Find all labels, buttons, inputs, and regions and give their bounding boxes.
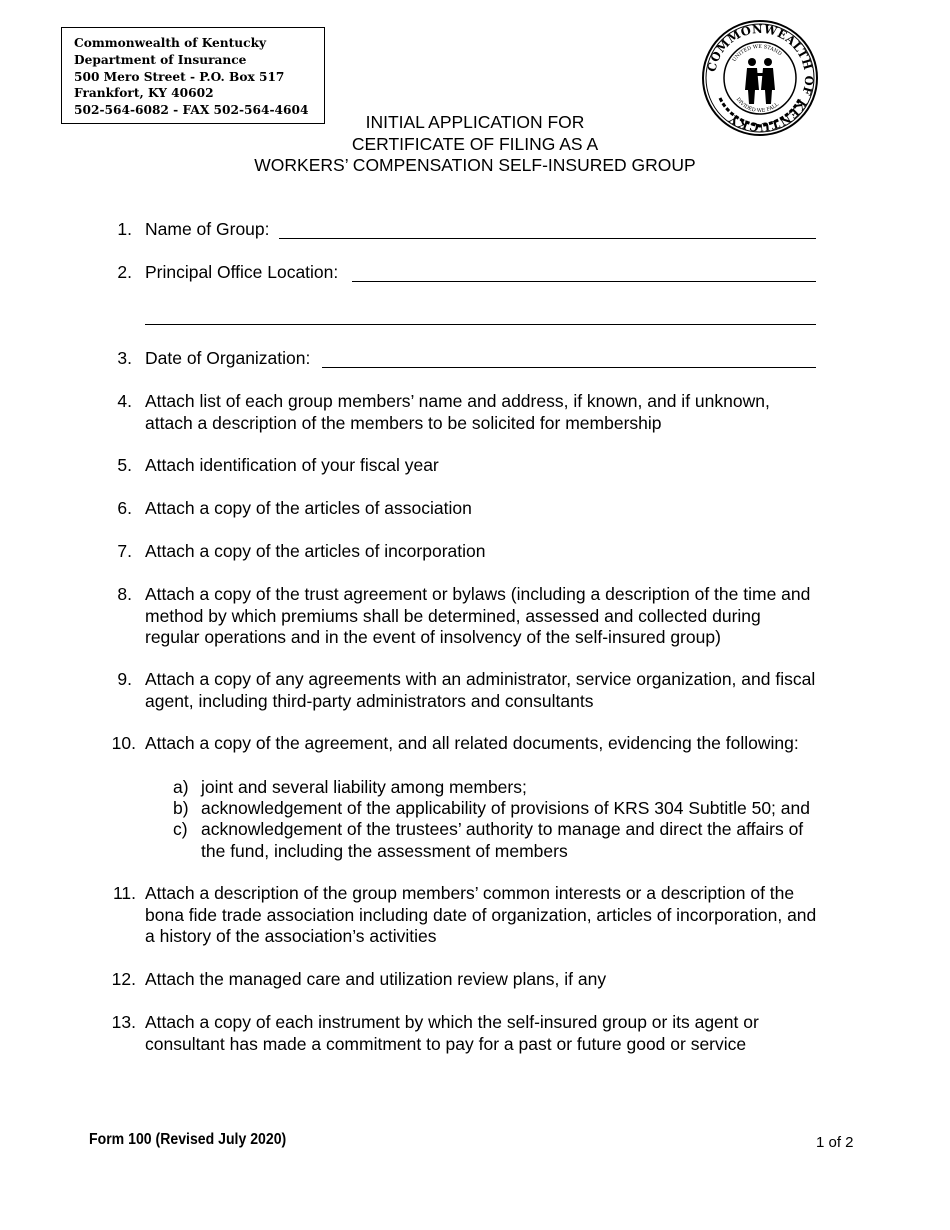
seal-outer-text: COMMONWEALTH OF KENTUCKY <box>704 21 817 135</box>
street-address: 500 Mero Street - P.O. Box 517 <box>74 69 285 84</box>
agency-address-box <box>61 27 325 124</box>
sub-item-letter: b) <box>173 798 189 818</box>
department-name: Department of Insurance <box>74 52 247 67</box>
item-number: 3. <box>117 348 132 368</box>
item-number: 8. <box>117 584 132 604</box>
text-line: Attach a copy of the agreement, and all related documents, evidencing the following: <box>145 733 799 753</box>
item-number: 4. <box>117 391 132 411</box>
text-line: bona fide trade association including date of organization, articles of incorporation, and <box>145 904 817 925</box>
text-line: Attach a copy of the articles of association <box>145 498 472 518</box>
form-number: Form 100 (Revised July 2020) <box>89 1131 287 1148</box>
item-number: 13. <box>111 1012 136 1032</box>
text-line: agent, including third-party administrators and consultants <box>145 690 594 711</box>
seal-bottom-motto: DIVIDED WE FALL <box>734 96 781 115</box>
principal-office-field[interactable] <box>352 281 816 282</box>
seal-top-motto: UNITED WE STAND <box>731 43 783 64</box>
item-number: 9. <box>117 669 132 689</box>
text-line: Attach a description of the group members’ common interests or a description of the <box>145 883 795 903</box>
sub-item-letter: c) <box>173 819 188 839</box>
text-line: joint and several liability among members; <box>201 777 527 797</box>
city-state-zip: Frankfort, KY 40602 <box>74 86 214 101</box>
form-title <box>0 112 950 177</box>
text-line: a history of the association’s activities <box>145 926 437 946</box>
text-line: Attach list of each group members’ name and address, if known, and if unknown, <box>145 391 770 411</box>
text-line: Attach a copy of each instrument by which the self-insured group or its agent or <box>145 1012 759 1032</box>
title-line-3: WORKERS’ COMPENSATION SELF-INSURED GROUP <box>254 155 696 175</box>
item-number: 10. <box>111 733 136 753</box>
text-line: consultant has made a commitment to pay for a past or future good or service <box>145 1033 747 1054</box>
text-line: Attach a copy of the articles of incorporation <box>145 541 486 561</box>
item-number: 12. <box>111 969 136 989</box>
date-of-organization-label: Date of Organization: <box>145 348 311 368</box>
text-line: Attach a copy of the trust agreement or bylaws (including a description of the time and <box>145 584 811 604</box>
phone-fax: 502-564-6082 - FAX 502-564-4604 <box>74 103 309 118</box>
principal-office-field-line-2[interactable] <box>145 324 816 325</box>
agency-name: Commonwealth of Kentucky <box>74 36 267 50</box>
text-line: acknowledgement of the trustees’ authority to manage and direct the affairs of <box>201 819 804 839</box>
svg-text:UNITED WE STAND <box>731 44 782 63</box>
sub-item-letter: a) <box>173 777 189 797</box>
text-line: attach a description of the members to be solicited for membership <box>145 412 662 433</box>
item-number: 6. <box>117 498 132 518</box>
title-line-2: CERTIFICATE OF FILING AS A <box>351 133 599 154</box>
text-line: Attach a copy of any agreements with an administrator, service organization, and fiscal <box>145 669 816 689</box>
item-number: 2. <box>117 262 132 282</box>
text-line: regular operations and in the event of insolvency of the self-insured group) <box>145 627 721 647</box>
item-number: 7. <box>117 541 132 561</box>
text-line: Attach identification of your fiscal year <box>145 455 439 475</box>
name-of-group-label: Name of Group: <box>145 219 270 239</box>
principal-office-label: Principal Office Location: <box>145 262 339 282</box>
item-number: 1. <box>117 219 132 239</box>
date-of-organization-field[interactable] <box>322 367 816 368</box>
name-of-group-field[interactable] <box>279 238 816 239</box>
text-line: Attach the managed care and utilization review plans, if any <box>145 969 607 989</box>
text-line: the fund, including the assessment of members <box>201 840 568 861</box>
page-number: 1 of 2 <box>816 1134 854 1151</box>
title-line-1: INITIAL APPLICATION FOR <box>365 112 585 132</box>
text-line: method by which premiums shall be determined, assessed and collected during <box>145 605 761 626</box>
item-number: 11. <box>112 883 136 903</box>
text-line: acknowledgement of the applicability of provisions of KRS 304 Subtitle 50; and <box>201 798 810 818</box>
item-number: 5. <box>117 455 132 475</box>
